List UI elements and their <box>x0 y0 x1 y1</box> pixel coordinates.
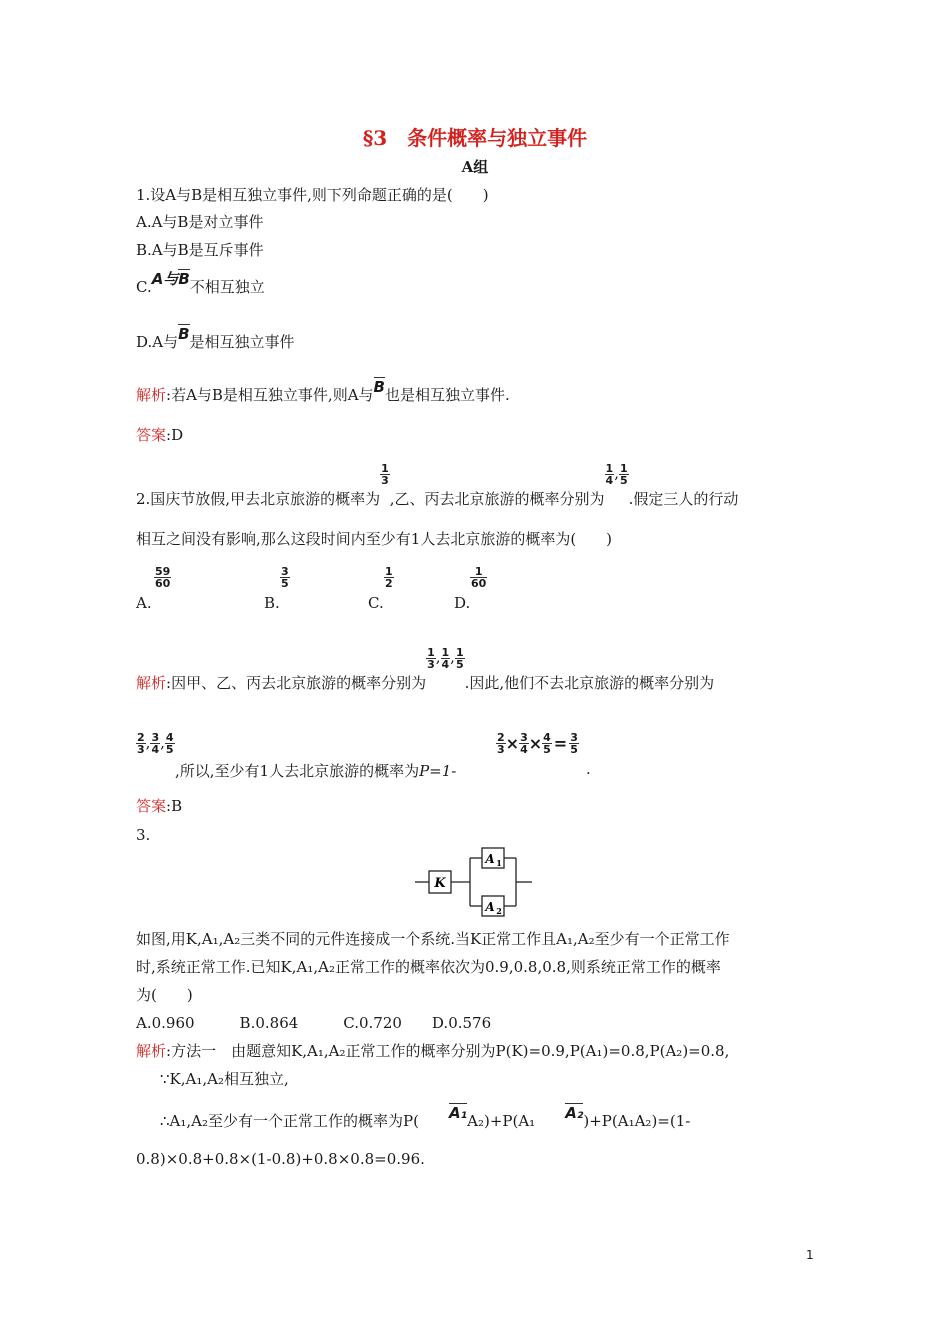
q2-option-a-frac <box>154 566 171 589</box>
q2-analysis-period: . <box>586 760 591 778</box>
frac-den: 3 <box>497 743 505 756</box>
q2-analysis-part2: .因此,他们不去北京旅游的概率分别为 <box>464 674 715 692</box>
frac-num: 1 <box>441 645 450 659</box>
q3-stem-line2: 时,系统正常工作.已知K,A₁,A₂正常工作的概率依次为0.9,0.8,0.8,则系统正常工作的概率 <box>136 958 721 976</box>
frac-den: 5 <box>543 743 551 756</box>
q2-stem-line1 <box>136 461 739 512</box>
q2-options <box>136 566 496 612</box>
frac-num: 1 <box>474 565 483 578</box>
q3-analysis-part1: :方法一 由题意知K,A₁,A₂正常工作的概率分别为P(K)=0.9,P(A₁)=0.8,P(A₂)=0.8, <box>166 1042 730 1060</box>
q2-frac-1-4 <box>605 463 615 486</box>
q1-analysis <box>136 378 510 405</box>
q2-option-d: D. <box>454 594 471 612</box>
page-title: §3 条件概率与独立事件 <box>362 126 588 150</box>
frac-den: 4 <box>151 743 160 756</box>
frac-den: 4 <box>520 743 528 756</box>
q1-option-b: B.A与B是互斥事件 <box>136 241 264 259</box>
q3-analysis-line1 <box>136 1040 729 1061</box>
separator: , <box>145 733 151 752</box>
q2-expr-frac-3-4 <box>519 732 529 755</box>
frac-den: 4 <box>605 473 614 487</box>
q3-analysis-part3a: ∴A₁,A₂至少有一个正常工作的概率为P( <box>160 1112 419 1130</box>
frac-den: 5 <box>165 743 174 756</box>
frac-den: 5 <box>455 657 464 671</box>
separator: , <box>160 733 165 752</box>
frac-den: 5 <box>619 473 628 487</box>
q3-analysis-line3 <box>160 1104 691 1131</box>
q2-answer-text: :B <box>166 797 183 815</box>
q2-option-a: A. <box>136 594 152 612</box>
frac-den: 3 <box>381 473 389 487</box>
q1-c-symbol-bbar: B <box>178 270 190 288</box>
q1-c-symbol-a: A与 <box>151 270 179 288</box>
q3-overline-a1: A₁ <box>448 1104 468 1122</box>
q1-option-a: A.A与B是对立事件 <box>136 213 264 231</box>
frac-num: 1 <box>385 565 393 578</box>
frac-den: 3 <box>137 743 145 756</box>
q1-analysis-bbar: B <box>373 378 385 396</box>
frac-num: 4 <box>165 731 174 744</box>
frac-den: 60 <box>155 577 171 590</box>
q2-frac-2-3 <box>136 732 146 755</box>
q2-product-expression <box>496 732 579 755</box>
q2-analysis-line1 <box>136 645 715 696</box>
frac-num: 2 <box>497 731 505 744</box>
frac-den: 2 <box>385 577 393 590</box>
equals-sign: = <box>553 734 568 753</box>
q2-analysis-part4: P=1- <box>419 762 457 780</box>
q3-stem-line1: 如图,用K,A₁,A₂三类不同的元件连接成一个系统.当K正常工作且A₁,A₂至少有一个正常工作 <box>136 930 730 948</box>
q3-analysis-line2: ∵K,A₁,A₂相互独立, <box>160 1070 289 1088</box>
q2-expr-frac-2-3 <box>496 732 506 755</box>
group-heading: A组 <box>461 158 489 176</box>
separator: , <box>614 464 619 482</box>
q2-stem-part3: .假定三人的行动 <box>628 490 739 508</box>
times-sign: × <box>528 734 543 753</box>
frac-num: 3 <box>151 731 160 744</box>
frac-den: 3 <box>427 657 435 671</box>
frac-num: 1 <box>381 461 389 475</box>
q2-option-c-frac <box>384 566 394 589</box>
component-a2-subscript: 2 <box>496 906 502 916</box>
q2-analysis-label: 解析 <box>136 674 167 692</box>
frac-num: 1 <box>605 461 614 475</box>
page-number: 1 <box>806 1248 814 1262</box>
q1-analysis-suffix: 也是相互独立事件. <box>384 386 510 404</box>
q2-answer-label: 答案 <box>136 797 167 815</box>
frac-den: 5 <box>281 577 289 590</box>
circuit-diagram <box>410 840 540 922</box>
q2-frac-1-5 <box>619 463 629 486</box>
q1-d-symbol-bbar: B <box>178 325 190 343</box>
q1-analysis-label: 解析 <box>136 386 167 404</box>
frac-den: 60 <box>471 577 487 590</box>
q2-option-d-frac <box>470 566 487 589</box>
frac-num: 1 <box>619 461 628 475</box>
frac-den: 4 <box>441 657 450 671</box>
component-a1-label: A <box>485 852 495 866</box>
component-a1-subscript: 1 <box>496 858 502 868</box>
q1-option-c <box>136 270 265 297</box>
q1-d-prefix: D.A与 <box>136 333 179 351</box>
q2-analysis-line2 <box>175 760 456 781</box>
q2-frac-1-3 <box>380 463 390 486</box>
q2-jx-frac-1-4 <box>441 647 451 670</box>
q1-option-d <box>136 325 295 352</box>
frac-num: 3 <box>570 731 578 744</box>
q2-jx-frac-1-5 <box>455 647 465 670</box>
q3-analysis-line4: 0.8)×0.8+0.8×(1-0.8)+0.8×0.8=0.96. <box>136 1150 425 1168</box>
q1-stem: 1.设A与B是相互独立事件,则下列命题正确的是( ) <box>136 186 489 204</box>
q2-option-c: C. <box>368 594 384 612</box>
frac-num: 1 <box>427 645 435 659</box>
separator: , <box>450 648 455 666</box>
q3-overline-a2: A₂ <box>565 1104 584 1122</box>
q3-analysis-label: 解析 <box>136 1042 167 1060</box>
frac-num: 3 <box>520 731 528 744</box>
q1-d-suffix: 是相互独立事件 <box>189 333 295 351</box>
q2-stem-line2: 相互之间没有影响,那么这段时间内至少有1人去北京旅游的概率为( ) <box>136 530 613 548</box>
q2-jx-frac-1-3 <box>426 647 436 670</box>
q2-expr-frac-4-5 <box>542 732 552 755</box>
frac-den: 5 <box>570 743 578 756</box>
q3-analysis-part3c: )+P(A₁A₂)=(1- <box>583 1112 691 1130</box>
frac-num: 2 <box>137 731 145 744</box>
q1-answer <box>136 424 183 445</box>
q2-option-b: B. <box>264 594 280 612</box>
q1-answer-label: 答案 <box>136 426 167 444</box>
q2-answer <box>136 795 182 816</box>
q1-c-prefix: C. <box>136 278 152 296</box>
frac-num: 59 <box>155 565 171 578</box>
q3-analysis-part3b: A₂)+P(A₁ <box>467 1112 536 1130</box>
times-sign: × <box>505 734 520 753</box>
q2-analysis-fracs-line <box>136 732 175 755</box>
q2-frac-3-4 <box>150 732 160 755</box>
q2-frac-4-5 <box>165 732 175 755</box>
q1-answer-text: :D <box>166 426 184 444</box>
q2-expr-frac-3-5 <box>569 732 579 755</box>
component-a2-label: A <box>485 900 495 914</box>
q2-analysis-part3: ,所以,至少有1人去北京旅游的概率为 <box>175 762 420 780</box>
q3-number: 3. <box>136 826 151 844</box>
q2-analysis-fracs <box>426 645 465 671</box>
q2-analysis-part1: :因甲、乙、丙去北京旅游的概率分别为 <box>166 674 427 692</box>
frac-num: 1 <box>455 645 464 659</box>
q2-fracs-1-4-1-5 <box>605 461 629 487</box>
q3-options: A.0.960 B.0.864 C.0.720 D.0.576 <box>136 1014 492 1032</box>
separator: , <box>435 648 441 666</box>
component-k-label: K <box>434 876 446 891</box>
q2-option-b-frac <box>280 566 290 589</box>
q1-c-suffix: 不相互独立 <box>189 278 265 296</box>
q2-stem-part2: ,乙、丙去北京旅游的概率分别为 <box>389 490 605 508</box>
q3-stem-line3: 为( ) <box>136 986 193 1004</box>
frac-num: 3 <box>281 565 289 578</box>
frac-num: 4 <box>543 731 551 744</box>
q1-analysis-text: :若A与B是相互独立事件,则A与 <box>166 386 374 404</box>
q2-stem-part1: 2.国庆节放假,甲去北京旅游的概率为 <box>136 490 381 508</box>
